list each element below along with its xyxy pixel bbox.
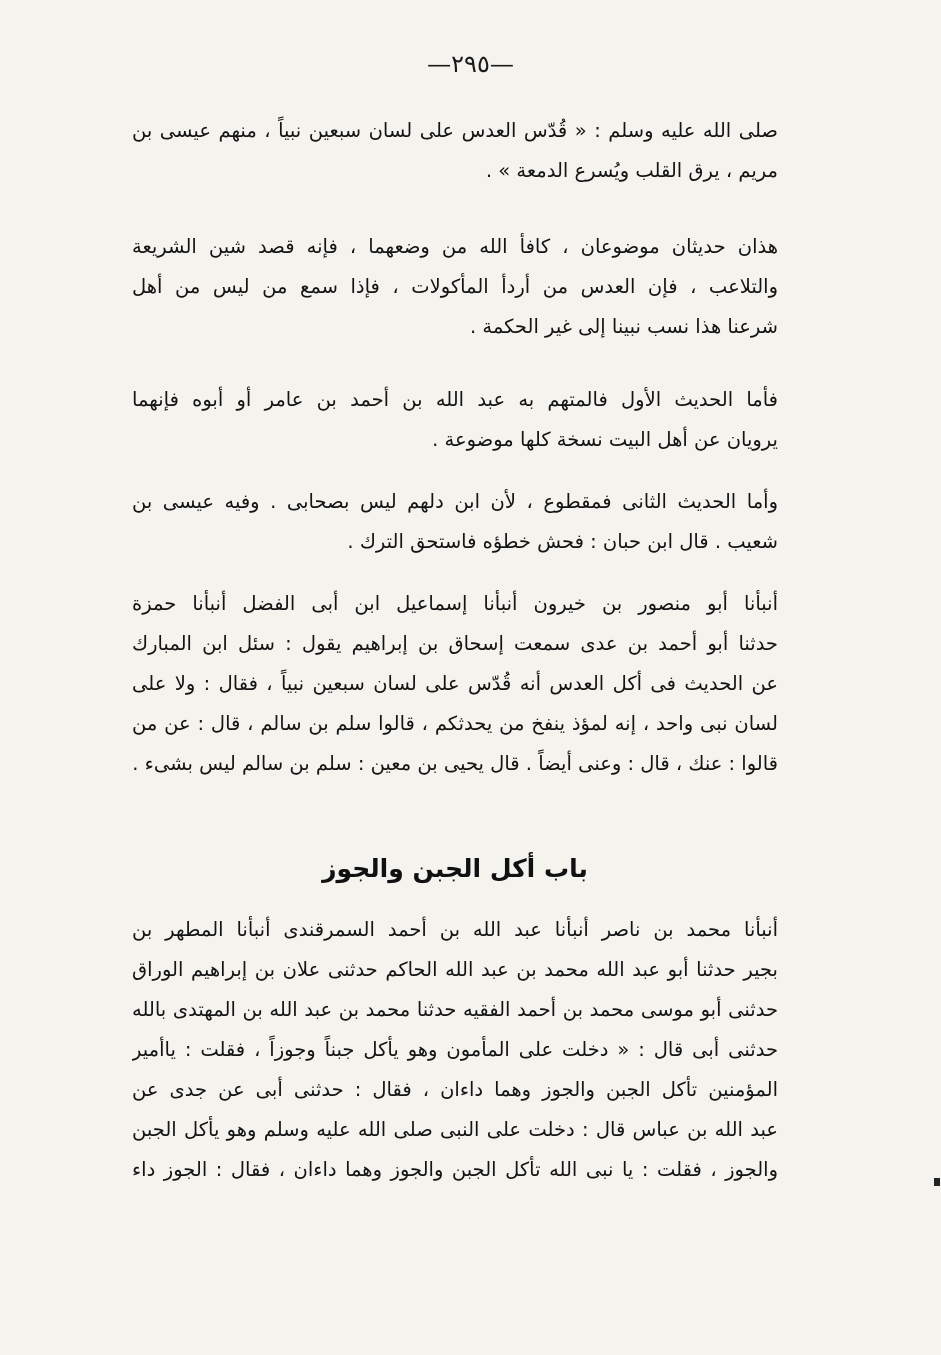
paragraph-4 [132,482,778,562]
page-number: —٢٩٥— [427,50,514,78]
paragraph-1 [132,111,778,191]
text-line: وأما الحديث الثانى فمقطوع ، لأن ابن دلهم ليس بصحابى . وفيه عيسى بن [132,490,778,513]
text-line: حدثنا أبو أحمد بن عدى سمعت إسحاق بن إبراهيم يقول : سئل ابن المبارك [132,632,778,655]
paragraph-2 [132,227,778,347]
text-line: أنبأنا محمد بن ناصر أنبأنا عبد الله بن أحمد السمرقندى أنبأنا المطهر بن [132,918,778,941]
text-line: هذان حديثان موضوعان ، كافأ الله من وضعهما ، فإنه قصد شين الشريعة [132,235,778,258]
text-line: حدثنى أبى قال : « دخلت على المأمون وهو يأكل جبناً وجوزاً ، فقلت : ياأمير [132,1038,778,1061]
text-line: شرعنا هذا نسب نبينا إلى غير الحكمة . [470,315,778,338]
text-line: بجير حدثنا أبو عبد الله محمد بن عبد الله الحاكم حدثنى علان بن إبراهيم الوراق [132,958,778,981]
section-heading: باب أكل الجبن والجوز [322,854,588,883]
scan-edge-mark [934,1178,940,1186]
text-line: أنبأنا أبو منصور بن خيرون أنبأنا إسماعيل ابن أبى الفضل أنبأنا حمزة [132,592,778,615]
text-line: عن الحديث فى أكل العدس أنه قُدّس على لسان سبعين نبياً ، فقال : ولا على [132,672,778,695]
text-line: قالوا : عنك ، قال : وعنى أيضاً . قال يحيى بن معين : سلم بن سالم ليس بشىء . [132,752,778,775]
section-paragraph [132,910,778,1190]
text-line: والتلاعب ، فإن العدس من أردأ المأكولات ، فإذا سمع من ليس من أهل [132,275,778,298]
paragraph-3 [132,380,778,460]
paragraph-5 [132,584,778,784]
text-line: لسان نبى واحد ، إنه لمؤذ ينفخ من يحدثكم ، قالوا سلم بن سالم ، قال : عن من [132,712,778,735]
text-line: مريم ، يرق القلب ويُسرع الدمعة » . [485,159,778,182]
text-line: يرويان عن أهل البيت نسخة كلها موضوعة . [432,428,778,451]
text-line: عبد الله بن عباس قال : دخلت على النبى صلى الله عليه وسلم وهو يأكل الجبن [132,1118,778,1141]
text-line: شعيب . قال ابن حبان : فحش خطؤه فاستحق الترك . [347,530,778,553]
text-line: صلى الله عليه وسلم : « قُدّس العدس على لسان سبعين نبياً ، منهم عيسى بن [132,119,778,142]
text-line: حدثنى أبو موسى محمد بن أحمد الفقيه حدثنا محمد بن عبد الله بن المهتدى بالله [132,998,778,1021]
text-line: والجوز ، فقلت : يا نبى الله تأكل الجبن والجوز وهما داءان ، فقال : الجوز داء [132,1158,778,1181]
text-line: فأما الحديث الأول فالمتهم به عبد الله بن أحمد بن عامر أو أبوه فإنهما [132,388,778,411]
text-line: المؤمنين تأكل الجبن والجوز وهما داءان ، فقال : حدثنى أبى عن جدى عن [132,1078,778,1101]
